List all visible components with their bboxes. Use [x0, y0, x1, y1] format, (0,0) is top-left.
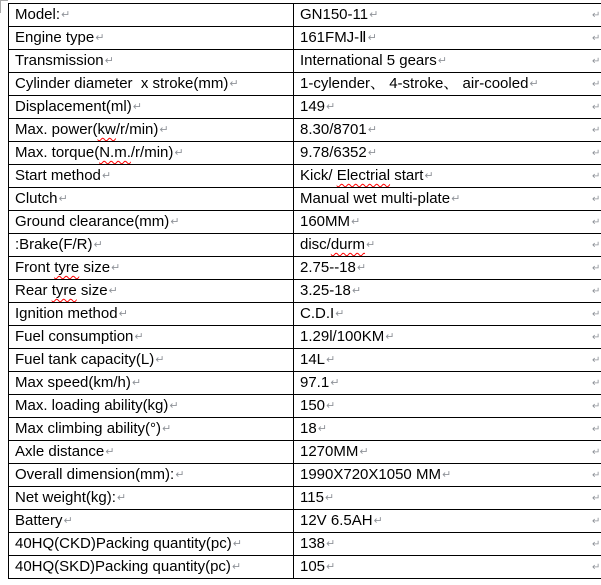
spec-label-cell[interactable]: Net weight(kg):↵	[9, 487, 294, 510]
return-mark-icon: ↵	[324, 492, 335, 504]
spec-label-cell[interactable]: Model:↵	[9, 4, 294, 27]
spec-value-cell[interactable]: 105↵	[294, 556, 601, 579]
return-mark-icon: ↵	[367, 32, 377, 44]
spec-value-cell[interactable]: 149↵	[294, 96, 601, 119]
spec-label-cell[interactable]: Battery↵	[9, 510, 294, 533]
return-mark-icon: ↵	[367, 147, 377, 159]
spec-label-cell[interactable]: Ground clearance(mm)↵	[9, 211, 294, 234]
return-mark-icon: ↵	[232, 538, 242, 550]
return-mark-icon: ↵	[229, 78, 239, 90]
return-mark-icon: ↵	[58, 193, 68, 205]
table-row	[9, 73, 601, 96]
return-mark-icon: ↵	[63, 515, 73, 527]
end-of-row-mark-icon: ↵	[592, 148, 601, 159]
spec-value-cell[interactable]: 138↵	[294, 533, 601, 556]
spec-value-cell[interactable]: 161FMJ-Ⅱ↵	[294, 27, 601, 50]
misspelled-word: durm	[330, 236, 366, 253]
return-mark-icon: ↵	[326, 538, 336, 550]
table-row	[9, 165, 601, 188]
return-mark-icon: ↵	[95, 32, 105, 44]
return-mark-icon: ↵	[330, 377, 340, 389]
spec-label-cell[interactable]: Max. torque(N.m./r/min)↵	[9, 142, 294, 165]
end-of-row-mark-icon: ↵	[592, 171, 601, 182]
end-of-row-mark-icon: ↵	[592, 401, 601, 412]
end-of-row-mark-icon: ↵	[592, 194, 601, 205]
return-mark-icon: ↵	[385, 331, 395, 343]
spec-label-cell[interactable]: Max. power(kw/r/min)↵	[9, 119, 294, 142]
spec-value-cell[interactable]: 14L↵	[294, 349, 601, 372]
spec-value-cell[interactable]: 12V 6.5AH↵	[294, 510, 601, 533]
spec-value-cell[interactable]: 9.78/6352↵	[294, 142, 601, 165]
spec-label-cell[interactable]: Transmission↵	[9, 50, 294, 73]
table-row	[9, 441, 601, 464]
spec-value-cell[interactable]: C.D.I↵	[294, 303, 601, 326]
return-mark-icon: ↵	[351, 285, 362, 297]
table-row	[9, 119, 601, 142]
spec-value-cell[interactable]: 97.1↵	[294, 372, 601, 395]
table-row	[9, 487, 601, 510]
end-of-row-mark-icon: ↵	[592, 332, 601, 343]
spec-label-cell[interactable]: 40HQ(CKD)Packing quantity(pc)↵	[9, 533, 294, 556]
spec-value-cell[interactable]: 8.30/8701↵	[294, 119, 601, 142]
end-of-row-marks	[592, 4, 601, 579]
table-row	[9, 303, 601, 326]
spec-value-cell[interactable]: 1270MM↵	[294, 441, 601, 464]
return-mark-icon: ↵	[441, 469, 452, 481]
table-row	[9, 349, 601, 372]
end-of-row-mark-icon: ↵	[592, 263, 601, 274]
spec-value-cell[interactable]: GN150-11↵	[294, 4, 601, 27]
table-row	[9, 533, 601, 556]
return-mark-icon: ↵	[132, 101, 142, 113]
return-mark-icon: ↵	[61, 9, 71, 21]
end-of-row-mark-icon: ↵	[592, 10, 601, 21]
return-mark-icon: ↵	[437, 55, 447, 67]
return-mark-icon: ↵	[424, 170, 434, 182]
end-of-row-mark-icon: ↵	[592, 79, 601, 90]
return-mark-icon: ↵	[351, 216, 361, 228]
return-mark-icon: ↵	[326, 354, 336, 366]
spec-value-cell[interactable]: 1990X720X1050 MM↵	[294, 464, 601, 487]
spec-value-cell[interactable]: 2.75--18↵	[294, 257, 601, 280]
spec-label-cell[interactable]: Fuel tank capacity(L)↵	[9, 349, 294, 372]
end-of-row-mark-icon: ↵	[592, 470, 601, 481]
spec-label-cell[interactable]: Displacement(ml)↵	[9, 96, 294, 119]
misspelled-word: tyre	[54, 259, 80, 276]
spec-label-cell[interactable]: 40HQ(SKD)Packing quantity(pc)↵	[9, 556, 294, 579]
table-row	[9, 50, 601, 73]
spec-value-cell[interactable]: 18↵	[294, 418, 601, 441]
return-mark-icon: ↵	[162, 423, 172, 435]
end-of-row-mark-icon: ↵	[592, 355, 601, 366]
end-of-row-mark-icon: ↵	[592, 378, 601, 389]
spec-label-cell[interactable]: Front tyre size↵	[9, 257, 294, 280]
table-row	[9, 4, 601, 27]
end-of-row-mark-icon: ↵	[592, 33, 601, 44]
spec-label-cell[interactable]: Clutch↵	[9, 188, 294, 211]
return-mark-icon: ↵	[104, 55, 114, 67]
table-row	[9, 372, 601, 395]
table-row	[9, 464, 601, 487]
end-of-row-mark-icon: ↵	[592, 309, 601, 320]
table-row	[9, 27, 601, 50]
spec-value-cell[interactable]: Manual wet multi-plate↵	[294, 188, 601, 211]
spec-table-body	[9, 4, 601, 579]
return-mark-icon: ↵	[529, 78, 539, 90]
spec-table	[8, 3, 601, 579]
table-row	[9, 326, 601, 349]
return-mark-icon: ↵	[317, 423, 327, 435]
return-mark-icon: ↵	[169, 400, 179, 412]
return-mark-icon: ↵	[131, 377, 142, 389]
end-of-row-mark-icon: ↵	[592, 286, 601, 297]
table-row	[9, 556, 601, 579]
return-mark-icon: ↵	[134, 331, 144, 343]
return-mark-icon: ↵	[231, 561, 242, 573]
spec-label-cell[interactable]: Start method↵	[9, 165, 294, 188]
return-mark-icon: ↵	[326, 400, 336, 412]
return-mark-icon: ↵	[367, 124, 377, 136]
end-of-row-mark-icon: ↵	[592, 240, 601, 251]
spec-value-cell[interactable]: 1-cylender、 4-stroke、 air-cooled↵	[294, 73, 601, 96]
table-row	[9, 96, 601, 119]
spec-label-cell[interactable]: Max speed(km/h)↵	[9, 372, 294, 395]
spec-value-cell[interactable]: 115↵	[294, 487, 601, 510]
spec-value-cell[interactable]: 3.25-18↵	[294, 280, 601, 303]
spec-label-cell[interactable]: Engine type↵	[9, 27, 294, 50]
end-of-row-mark-icon: ↵	[592, 56, 601, 67]
return-mark-icon: ↵	[118, 308, 128, 320]
table-row	[9, 257, 601, 280]
return-mark-icon: ↵	[101, 170, 112, 182]
return-mark-icon: ↵	[105, 446, 115, 458]
return-mark-icon: ↵	[335, 308, 345, 320]
end-of-row-mark-icon: ↵	[592, 125, 601, 136]
return-mark-icon: ↵	[326, 101, 336, 113]
spec-label-cell[interactable]: Rear tyre size↵	[9, 280, 294, 303]
return-mark-icon: ↵	[326, 561, 336, 573]
return-mark-icon: ↵	[366, 239, 376, 251]
end-of-row-mark-icon: ↵	[592, 102, 601, 113]
spec-value-cell[interactable]: 150↵	[294, 395, 601, 418]
misspelled-word: Electrial	[336, 167, 391, 184]
return-mark-icon: ↵	[111, 262, 121, 274]
spec-value-cell[interactable]: disc/durm↵	[294, 234, 601, 257]
misspelled-word: N.m.	[99, 144, 131, 161]
return-mark-icon: ↵	[175, 469, 185, 481]
table-row	[9, 395, 601, 418]
spec-label-cell[interactable]: Max climbing ability(°)↵	[9, 418, 294, 441]
spec-label-cell[interactable]: Fuel consumption↵	[9, 326, 294, 349]
end-of-row-mark-icon: ↵	[592, 493, 601, 504]
end-of-row-mark-icon: ↵	[592, 516, 601, 527]
spec-label-cell[interactable]: Cylinder diameter x stroke(mm)↵	[9, 73, 294, 96]
return-mark-icon: ↵	[170, 216, 180, 228]
return-mark-icon: ↵	[93, 239, 103, 251]
return-mark-icon: ↵	[373, 515, 383, 527]
return-mark-icon: ↵	[159, 124, 169, 136]
spec-value-cell[interactable]: 160MM↵	[294, 211, 601, 234]
misspelled-word: tyre	[51, 282, 77, 299]
table-row	[9, 234, 601, 257]
spec-label-cell[interactable]: Max. loading ability(kg)↵	[9, 395, 294, 418]
spec-label-cell[interactable]: Overall dimension(mm):↵	[9, 464, 294, 487]
end-of-row-mark-icon: ↵	[592, 424, 601, 435]
return-mark-icon: ↵	[369, 9, 379, 21]
spec-label-cell[interactable]: Ignition method↵	[9, 303, 294, 326]
end-of-row-mark-icon: ↵	[592, 562, 601, 573]
return-mark-icon: ↵	[108, 285, 118, 297]
spec-label-cell[interactable]: Axle distance↵	[9, 441, 294, 464]
return-mark-icon: ↵	[451, 193, 461, 205]
table-row	[9, 418, 601, 441]
return-mark-icon: ↵	[359, 446, 369, 458]
table-row	[9, 142, 601, 165]
return-mark-icon: ↵	[356, 262, 367, 274]
end-of-row-mark-icon: ↵	[592, 447, 601, 458]
spec-value-cell[interactable]: Kick/ Electrial start↵	[294, 165, 601, 188]
table-row	[9, 188, 601, 211]
table-row	[9, 280, 601, 303]
misspelled-word: kw	[97, 121, 116, 138]
return-mark-icon: ↵	[155, 354, 165, 366]
spec-value-cell[interactable]: 1.29l/100KM↵	[294, 326, 601, 349]
end-of-row-mark-icon: ↵	[592, 539, 601, 550]
spec-value-cell[interactable]: International 5 gears↵	[294, 50, 601, 73]
end-of-row-mark-icon: ↵	[592, 217, 601, 228]
return-mark-icon: ↵	[174, 147, 184, 159]
table-corner-mark	[0, 0, 8, 13]
return-mark-icon: ↵	[116, 492, 127, 504]
table-row	[9, 510, 601, 533]
table-row	[9, 211, 601, 234]
spec-label-cell[interactable]: :Brake(F/R)↵	[9, 234, 294, 257]
